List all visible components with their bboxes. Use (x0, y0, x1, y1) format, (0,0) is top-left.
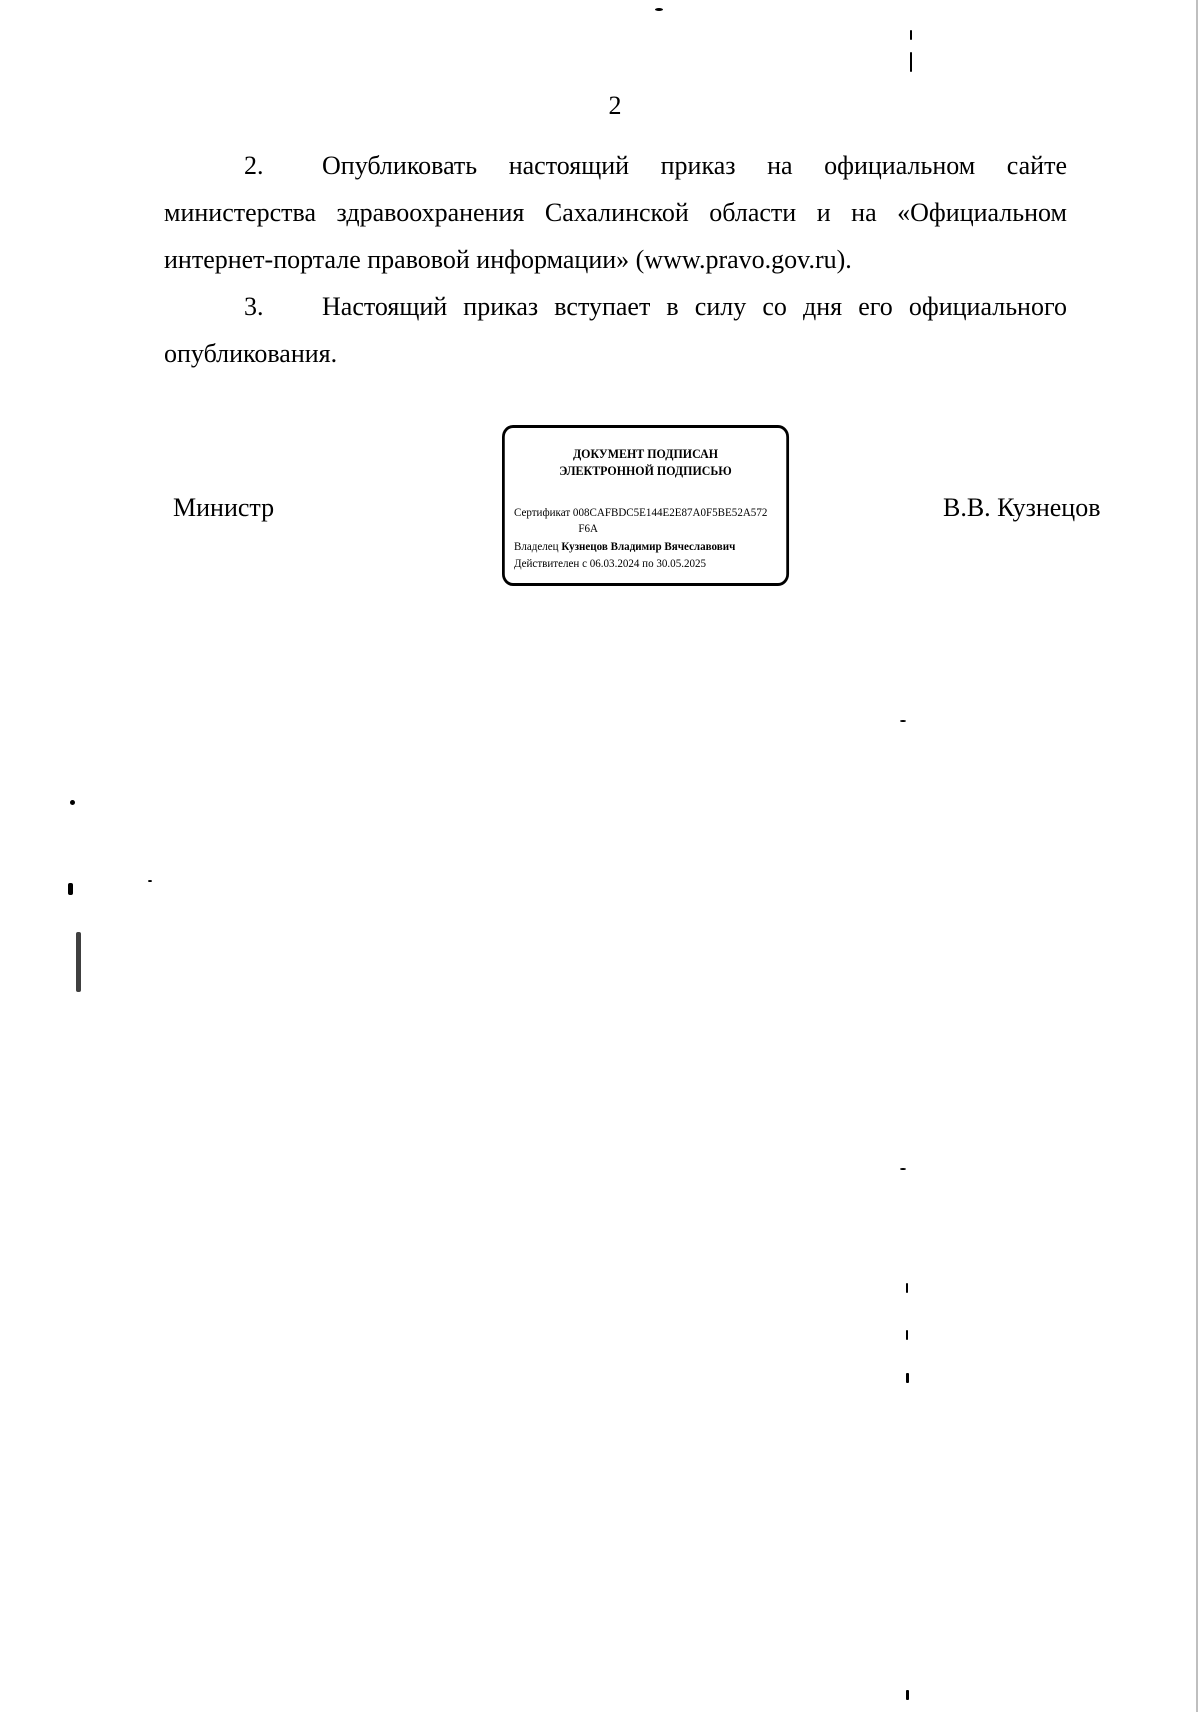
paragraph-3 (164, 283, 1067, 377)
scan-speck (910, 52, 912, 72)
scan-speck (148, 880, 152, 882)
certificate-number: 008CAFBDC5E144E2E87A0F5BE52A572 (572, 505, 768, 519)
paragraph-text: Настоящий приказ вступает в силу со дня его официального опубликования. (164, 292, 1067, 368)
paragraph-2 (164, 142, 1067, 283)
paragraph-number: 3. (244, 292, 264, 321)
scan-speck (655, 8, 663, 11)
signer-name: В.В. Кузнецов (943, 493, 1101, 522)
stamp-certificate (514, 505, 767, 520)
owner-label: Владелец (513, 539, 559, 553)
scan-speck (68, 883, 73, 895)
scan-speck (900, 720, 906, 722)
stamp-title (505, 445, 787, 479)
scan-speck (1196, 0, 1198, 1712)
scan-speck (910, 30, 912, 40)
scan-speck (900, 1168, 906, 1170)
scan-speck (906, 1373, 909, 1383)
scan-speck (906, 1330, 908, 1340)
signer-position: Министр (173, 493, 275, 522)
scan-speck (70, 800, 75, 805)
stamp-title-line1: ДОКУМЕНТ ПОДПИСАН (572, 446, 719, 461)
owner-name: Кузнецов Владимир Вячеславович (561, 539, 736, 553)
stamp-validity: Действителен с 06.03.2024 по 30.05.2025 (513, 556, 707, 570)
paragraph-number: 2. (244, 151, 264, 180)
electronic-signature-stamp (502, 425, 789, 586)
document-body (164, 142, 1067, 377)
page-number: 2 (608, 91, 622, 120)
stamp-title-line2: ЭЛЕКТРОННОЙ ПОДПИСЬЮ (559, 463, 732, 478)
scan-speck (906, 1690, 909, 1700)
scan-speck (906, 1283, 908, 1293)
paragraph-text: Опубликовать настоящий приказ на официальном сайте министерства здравоохранения Сахалинской области и на «Официальном интернет-портале правовой информации» (www.pravo.gov.ru). (164, 151, 1067, 274)
stamp-certificate-continued: F6A (578, 521, 598, 535)
scan-speck (76, 932, 81, 992)
stamp-owner (514, 539, 735, 554)
certificate-label: Сертификат (513, 505, 571, 519)
